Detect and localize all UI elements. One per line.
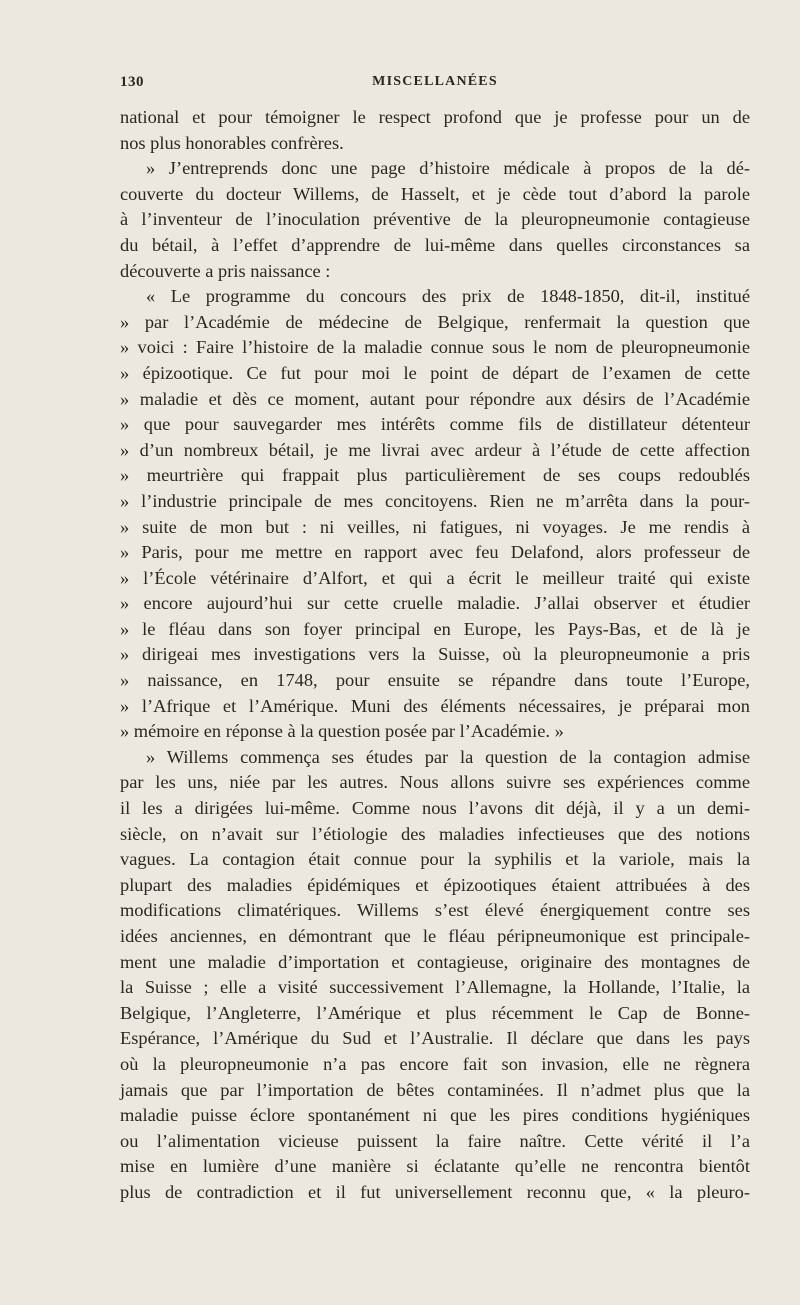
- text-line: du bétail, à l’effet d’apprendre de lui-même dans quelles circonstances sa: [120, 234, 750, 255]
- page-number: 130: [120, 74, 144, 90]
- text-line: à l’inventeur de l’inoculation préventive de la pleuropneumonie contagieuse: [120, 209, 750, 230]
- text-line: où la pleuropneumonie n’a pas encore fait son invasion, elle ne règnera: [120, 1053, 750, 1074]
- text-line: siècle, on n’avait sur l’étiologie des maladies infectieuses que des notions: [120, 823, 750, 844]
- text-line: » que pour sauvegarder mes intérêts comme fils de distillateur détenteur: [120, 414, 750, 435]
- text-line: » voici : Faire l’histoire de la maladie connue sous le nom de pleuropneumonie: [120, 337, 750, 358]
- text-line: » maladie et dès ce moment, autant pour répondre aux désirs de l’Académie: [120, 388, 750, 409]
- text-line: » dirigeai mes investigations vers la Suisse, où la pleuropneumonie a pris: [120, 644, 750, 665]
- text-line: découverte a pris naissance :: [120, 260, 331, 281]
- text-line: » J’entreprends donc une page d’histoire médicale à propos de la dé-: [146, 158, 750, 179]
- text-line: la Suisse ; elle a visité successivement l’Allemagne, la Hollande, l’Italie, la: [120, 977, 750, 998]
- text-line: » épizootique. Ce fut pour moi le point de départ de l’examen de cette: [120, 362, 750, 383]
- text-line: il les a dirigées lui-même. Comme nous l’avons dit déjà, il y a un demi-: [120, 798, 750, 819]
- text-line: » naissance, en 1748, pour ensuite se répandre dans toute l’Europe,: [120, 670, 750, 691]
- text-line: national et pour témoigner le respect profond que je professe pour un de: [120, 107, 750, 127]
- text-line: » l’École vétérinaire d’Alfort, et qui a écrit le meilleur traité qui existe: [120, 567, 750, 588]
- body-text: [120, 105, 750, 1206]
- text-line: » mémoire en réponse à la question posée par l’Académie. »: [120, 721, 564, 742]
- page-header: [120, 74, 750, 96]
- text-line: plus de contradiction et il fut universellement reconnu que, « la pleuro-: [120, 1181, 750, 1202]
- text-line: modifications climatériques. Willems s’est élevé énergiquement contre ses: [120, 900, 750, 921]
- text-line: ou l’alimentation vicieuse puissent la faire naître. Cette vérité il l’a: [120, 1130, 750, 1151]
- text-line: » le fléau dans son foyer principal en Europe, les Pays-Bas, et de là je: [120, 618, 750, 639]
- text-line: Espérance, l’Amérique du Sud et l’Australie. Il déclare que dans les pays: [120, 1028, 750, 1049]
- text-line: Belgique, l’Angleterre, l’Amérique et plus récemment le Cap de Bonne-: [120, 1002, 750, 1023]
- text-line: » suite de mon but : ni veilles, ni fatigues, ni voyages. Je me rendis à: [120, 516, 750, 537]
- text-line: » Willems commença ses études par la question de la contagion admise: [146, 746, 750, 767]
- text-line: mise en lumière d’une manière si éclatante qu’elle ne rencontra bientôt: [120, 1156, 750, 1177]
- text-line: couverte du docteur Willems, de Hasselt, et je cède tout d’abord la parole: [120, 183, 750, 204]
- text-line: maladie puisse éclore spontanément ni que les pires conditions hygiéniques: [120, 1105, 750, 1126]
- text-line: » par l’Académie de médecine de Belgique, renfermait la question que: [120, 311, 750, 332]
- text-line: par les uns, niée par les autres. Nous allons suivre ses expériences comme: [120, 772, 750, 793]
- text-line: plupart des maladies épidémiques et épizootiques étaient attribuées à des: [120, 874, 750, 895]
- text-line: » meurtrière qui frappait plus particulièrement de ses coups redoublés: [120, 465, 750, 486]
- text-line: idées anciennes, en démontrant que le fléau péripneumonique est principale-: [120, 926, 750, 946]
- text-line: » Paris, pour me mettre en rapport avec feu Delafond, alors professeur de: [120, 542, 750, 563]
- text-line: nos plus honorables confrères.: [120, 132, 344, 153]
- text-line: » l’industrie principale de mes concitoyens. Rien ne m’arrêta dans la pour-: [120, 490, 750, 511]
- text-line: jamais que par l’importation de bêtes contaminées. Il n’admet plus que la: [120, 1079, 750, 1100]
- text-line: » l’Afrique et l’Amérique. Muni des éléments nécessaires, je préparai mon: [120, 695, 750, 716]
- text-line: vagues. La contagion était connue pour la syphilis et la variole, mais la: [120, 849, 750, 870]
- text-line: ment une maladie d’importation et contagieuse, originaire des montagnes de: [120, 951, 750, 972]
- running-title: MISCELLANÉES: [372, 74, 498, 89]
- text-line: « Le programme du concours des prix de 1848-1850, dit-il, institué: [146, 286, 750, 307]
- text-line: » d’un nombreux bétail, je me livrai avec ardeur à l’étude de cette affection: [120, 439, 750, 460]
- text-line: » encore aujourd’hui sur cette cruelle maladie. J’allai observer et étudier: [120, 593, 750, 614]
